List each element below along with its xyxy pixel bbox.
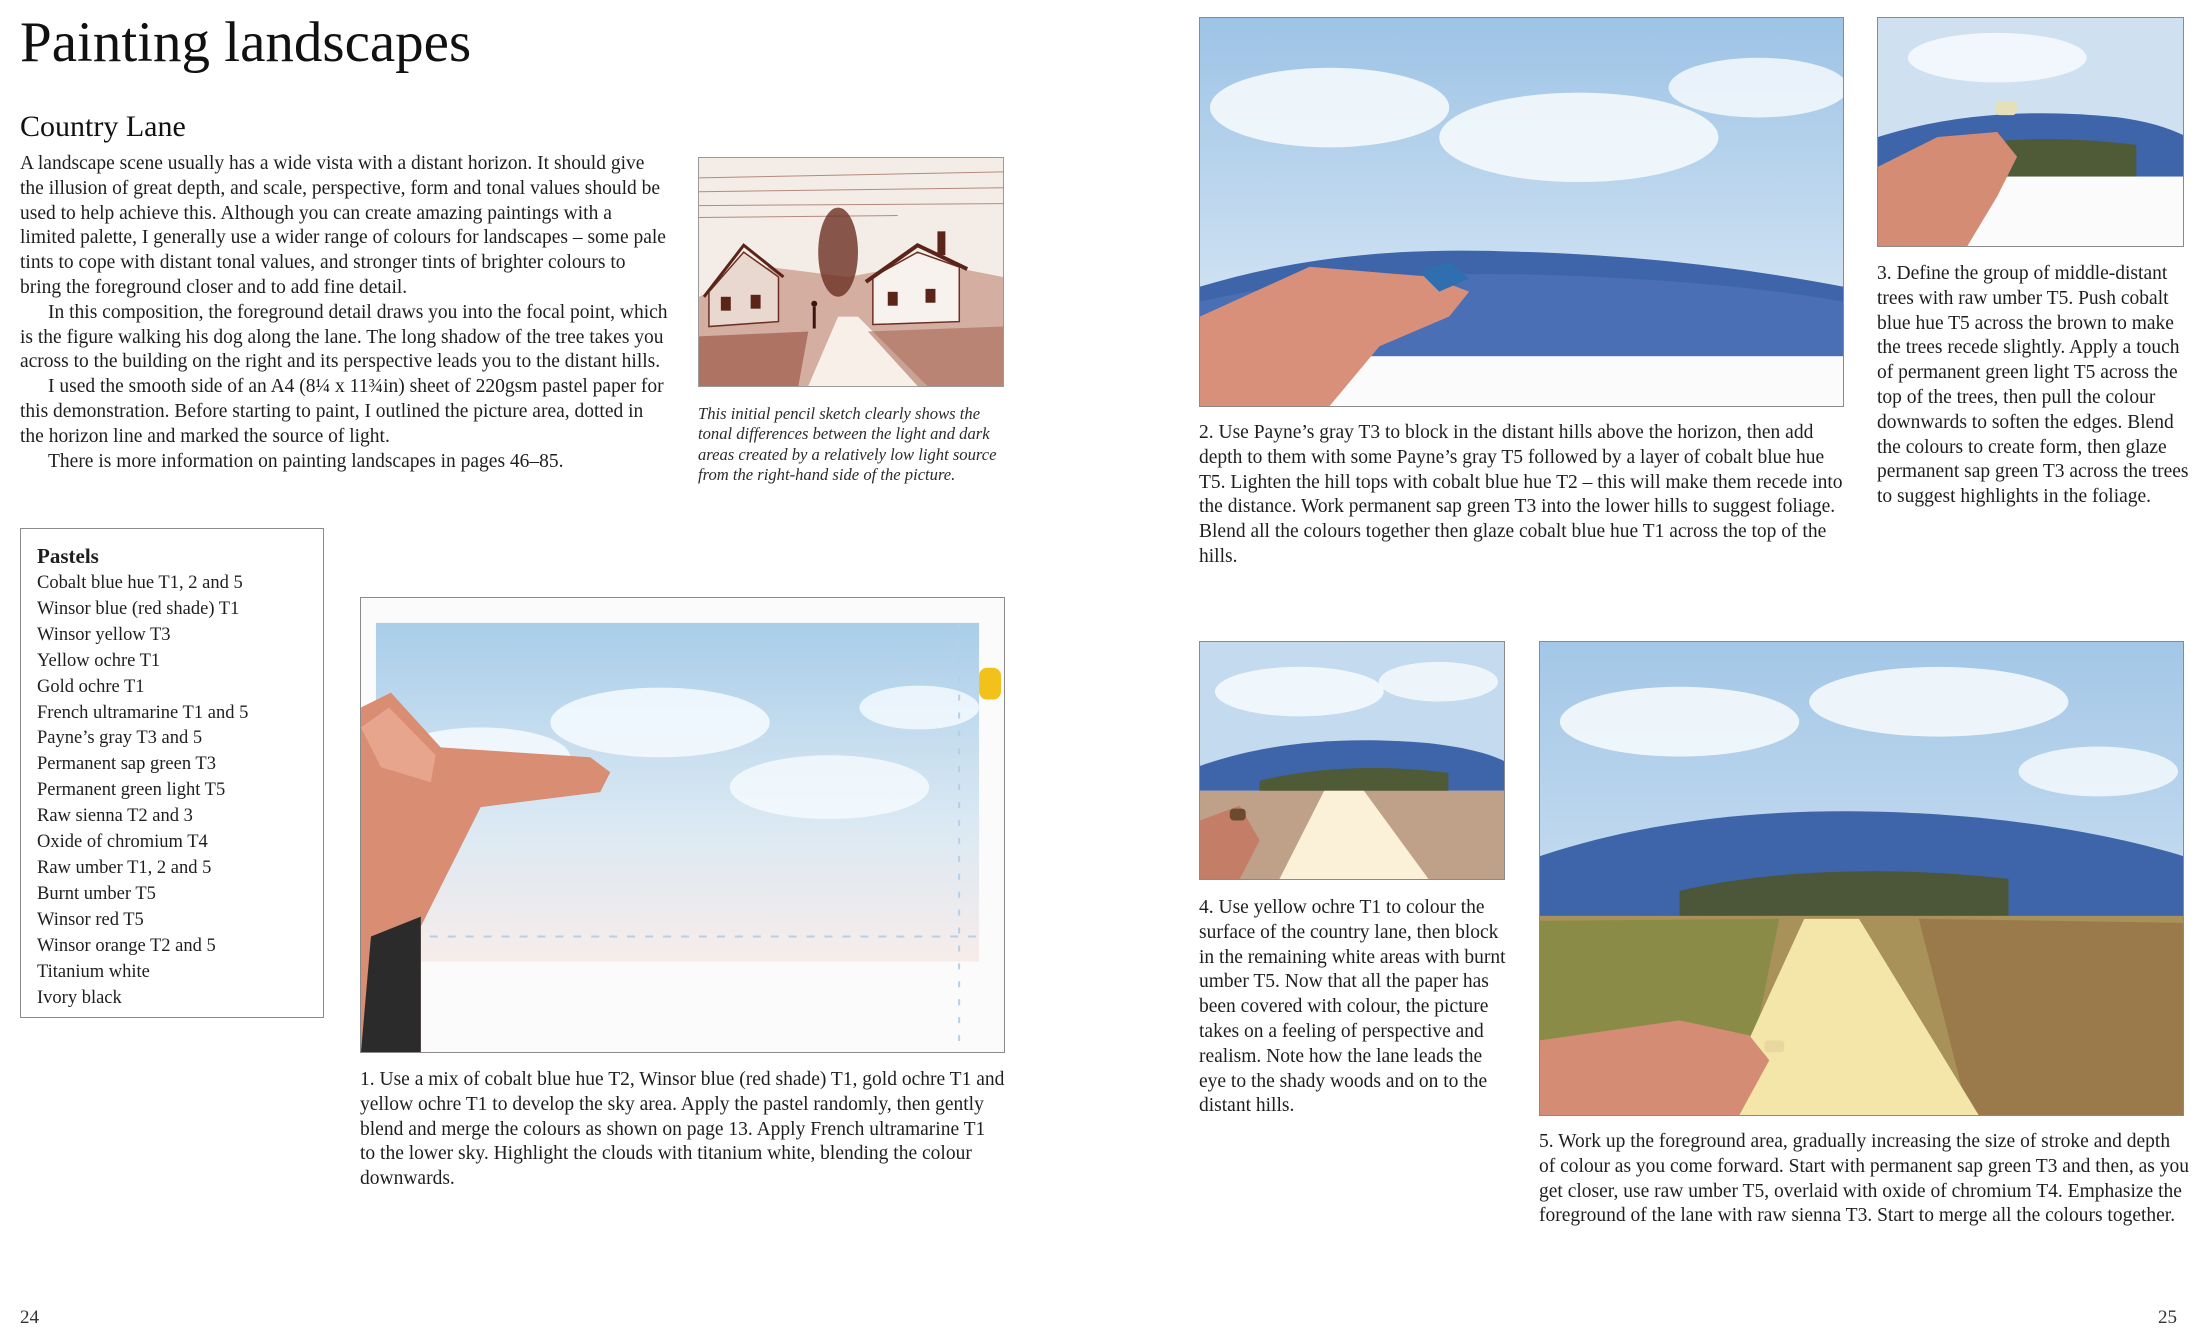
pastel-item: French ultramarine T1 and 5 xyxy=(37,702,249,723)
pastels-title: Pastels xyxy=(37,544,99,568)
pastels-box xyxy=(20,528,324,1018)
intro-paragraph: In this composition, the foreground detail draws you into the focal point, which is the figure walking his dog along the lane. The long shadow of the tree takes you across to the building on the right and its perspective leads you to the distant hills. xyxy=(20,301,668,373)
pastel-item: Winsor blue (red shade) T1 xyxy=(37,598,240,619)
pastel-item: Oxide of chromium T4 xyxy=(37,832,208,853)
intro-paragraph: There is more information on painting landscapes in pages 46–85. xyxy=(48,450,564,472)
sepia-sketch-image xyxy=(698,157,1004,387)
section-heading: Country Lane xyxy=(20,110,186,143)
page-number-left: 24 xyxy=(20,1307,39,1328)
step2-caption: 2. Use Payne’s gray T3 to block in the distant hills above the horizon, then add depth to them with some Payne’s gray T5 followed by a layer of cobalt blue hue T5. Lighten the hill tops with cobalt blue hue T2 – this will make them recede into the distance. Work permanent sap green T3 into the lower hills to suggest foliage. Blend all the colours together then glaze cobalt blue hue T1 across the top of the hills. xyxy=(1199,422,1843,567)
intro-text xyxy=(20,152,668,474)
step5-caption: 5. Work up the foreground area, gradually increasing the size of stroke and depth of colour as you come forward. Start with permanent sap green T3 and then, as you get closer, use raw umber T5, overlaid with oxide of chromium T4. Emphasize the foreground of the lane with raw sienna T3. Start to merge all the colours together. xyxy=(1539,1131,2189,1227)
pastel-item: Burnt umber T5 xyxy=(37,883,156,904)
pastel-item: Gold ochre T1 xyxy=(37,676,145,697)
pastels-list xyxy=(37,571,307,1011)
step3-trees-image xyxy=(1877,17,2184,247)
pastel-item: Yellow ochre T1 xyxy=(37,650,161,671)
pastel-item: Permanent green light T5 xyxy=(37,780,226,801)
step5-foreground-image xyxy=(1539,641,2184,1116)
pastel-item: Winsor yellow T3 xyxy=(37,624,171,645)
step1-caption: 1. Use a mix of cobalt blue hue T2, Winsor blue (red shade) T1, gold ochre T1 and yellow ochre T1 to develop the sky area. Apply the pastel randomly, then gently blend and merge the colours as shown on page 13. Apply French ultramarine T1 to the lower sky. Highlight the clouds with titanium white, blending the colour downwards. xyxy=(360,1069,1005,1190)
step4-caption: 4. Use yellow ochre T1 to colour the surface of the country lane, then block in the remaining white areas with burnt umber T5. Now that all the paper has been covered with colour, the picture takes on a feeling of perspective and realism. Note how the lane leads the eye to the shady woods and on to the distant hills. xyxy=(1199,897,1506,1117)
pastel-item: Titanium white xyxy=(37,961,150,982)
step3-caption: 3. Define the group of middle-distant trees with raw umber T5. Push cobalt blue hue T5 across the brown to make the trees recede slightly. Apply a touch of permanent green light T5 across the top of the trees, then pull the colour downwards to soften the edges. Blend the colours to create form, then glaze permanent sap green T3 across the trees to suggest highlights in the foliage. xyxy=(1877,263,2189,508)
pastel-item: Permanent sap green T3 xyxy=(37,754,216,775)
page-number-right: 25 xyxy=(2158,1307,2177,1328)
step2-hills-image xyxy=(1199,17,1844,407)
intro-paragraph: I used the smooth side of an A4 (8¼ x 11¾in) sheet of 220gsm pastel paper for this demonstration. Before starting to paint, I outlined the picture area, dotted in the horizon line and marked the source of light. xyxy=(20,376,664,447)
pastel-item: Raw umber T1, 2 and 5 xyxy=(37,857,212,878)
pastel-item: Payne’s gray T3 and 5 xyxy=(37,728,203,749)
step1-sky-image xyxy=(360,597,1005,1053)
pastel-item: Winsor orange T2 and 5 xyxy=(37,935,216,956)
intro-paragraph: A landscape scene usually has a wide vista with a distant horizon. It should give the illusion of great depth, and scale, perspective, form and tonal values should be used to help achieve this. Although you can create amazing paintings with a limited palette, I generally use a wider range of colours for landscapes – some pale tints to cope with distant tonal values, and stronger tints of brighter colours to bring the foreground closer and to add fine detail. xyxy=(20,153,666,298)
pastel-item: Raw sienna T2 and 3 xyxy=(37,806,193,827)
pastel-item: Cobalt blue hue T1, 2 and 5 xyxy=(37,573,243,593)
sketch-caption: This initial pencil sketch clearly shows the tonal differences between the light and dark areas created by a relatively low light source from the right-hand side of the picture. xyxy=(698,404,997,485)
page-title: Painting landscapes xyxy=(20,11,472,74)
pastel-item: Winsor red T5 xyxy=(37,909,144,930)
step4-lane-image xyxy=(1199,641,1505,880)
pastel-item: Ivory black xyxy=(37,987,122,1008)
